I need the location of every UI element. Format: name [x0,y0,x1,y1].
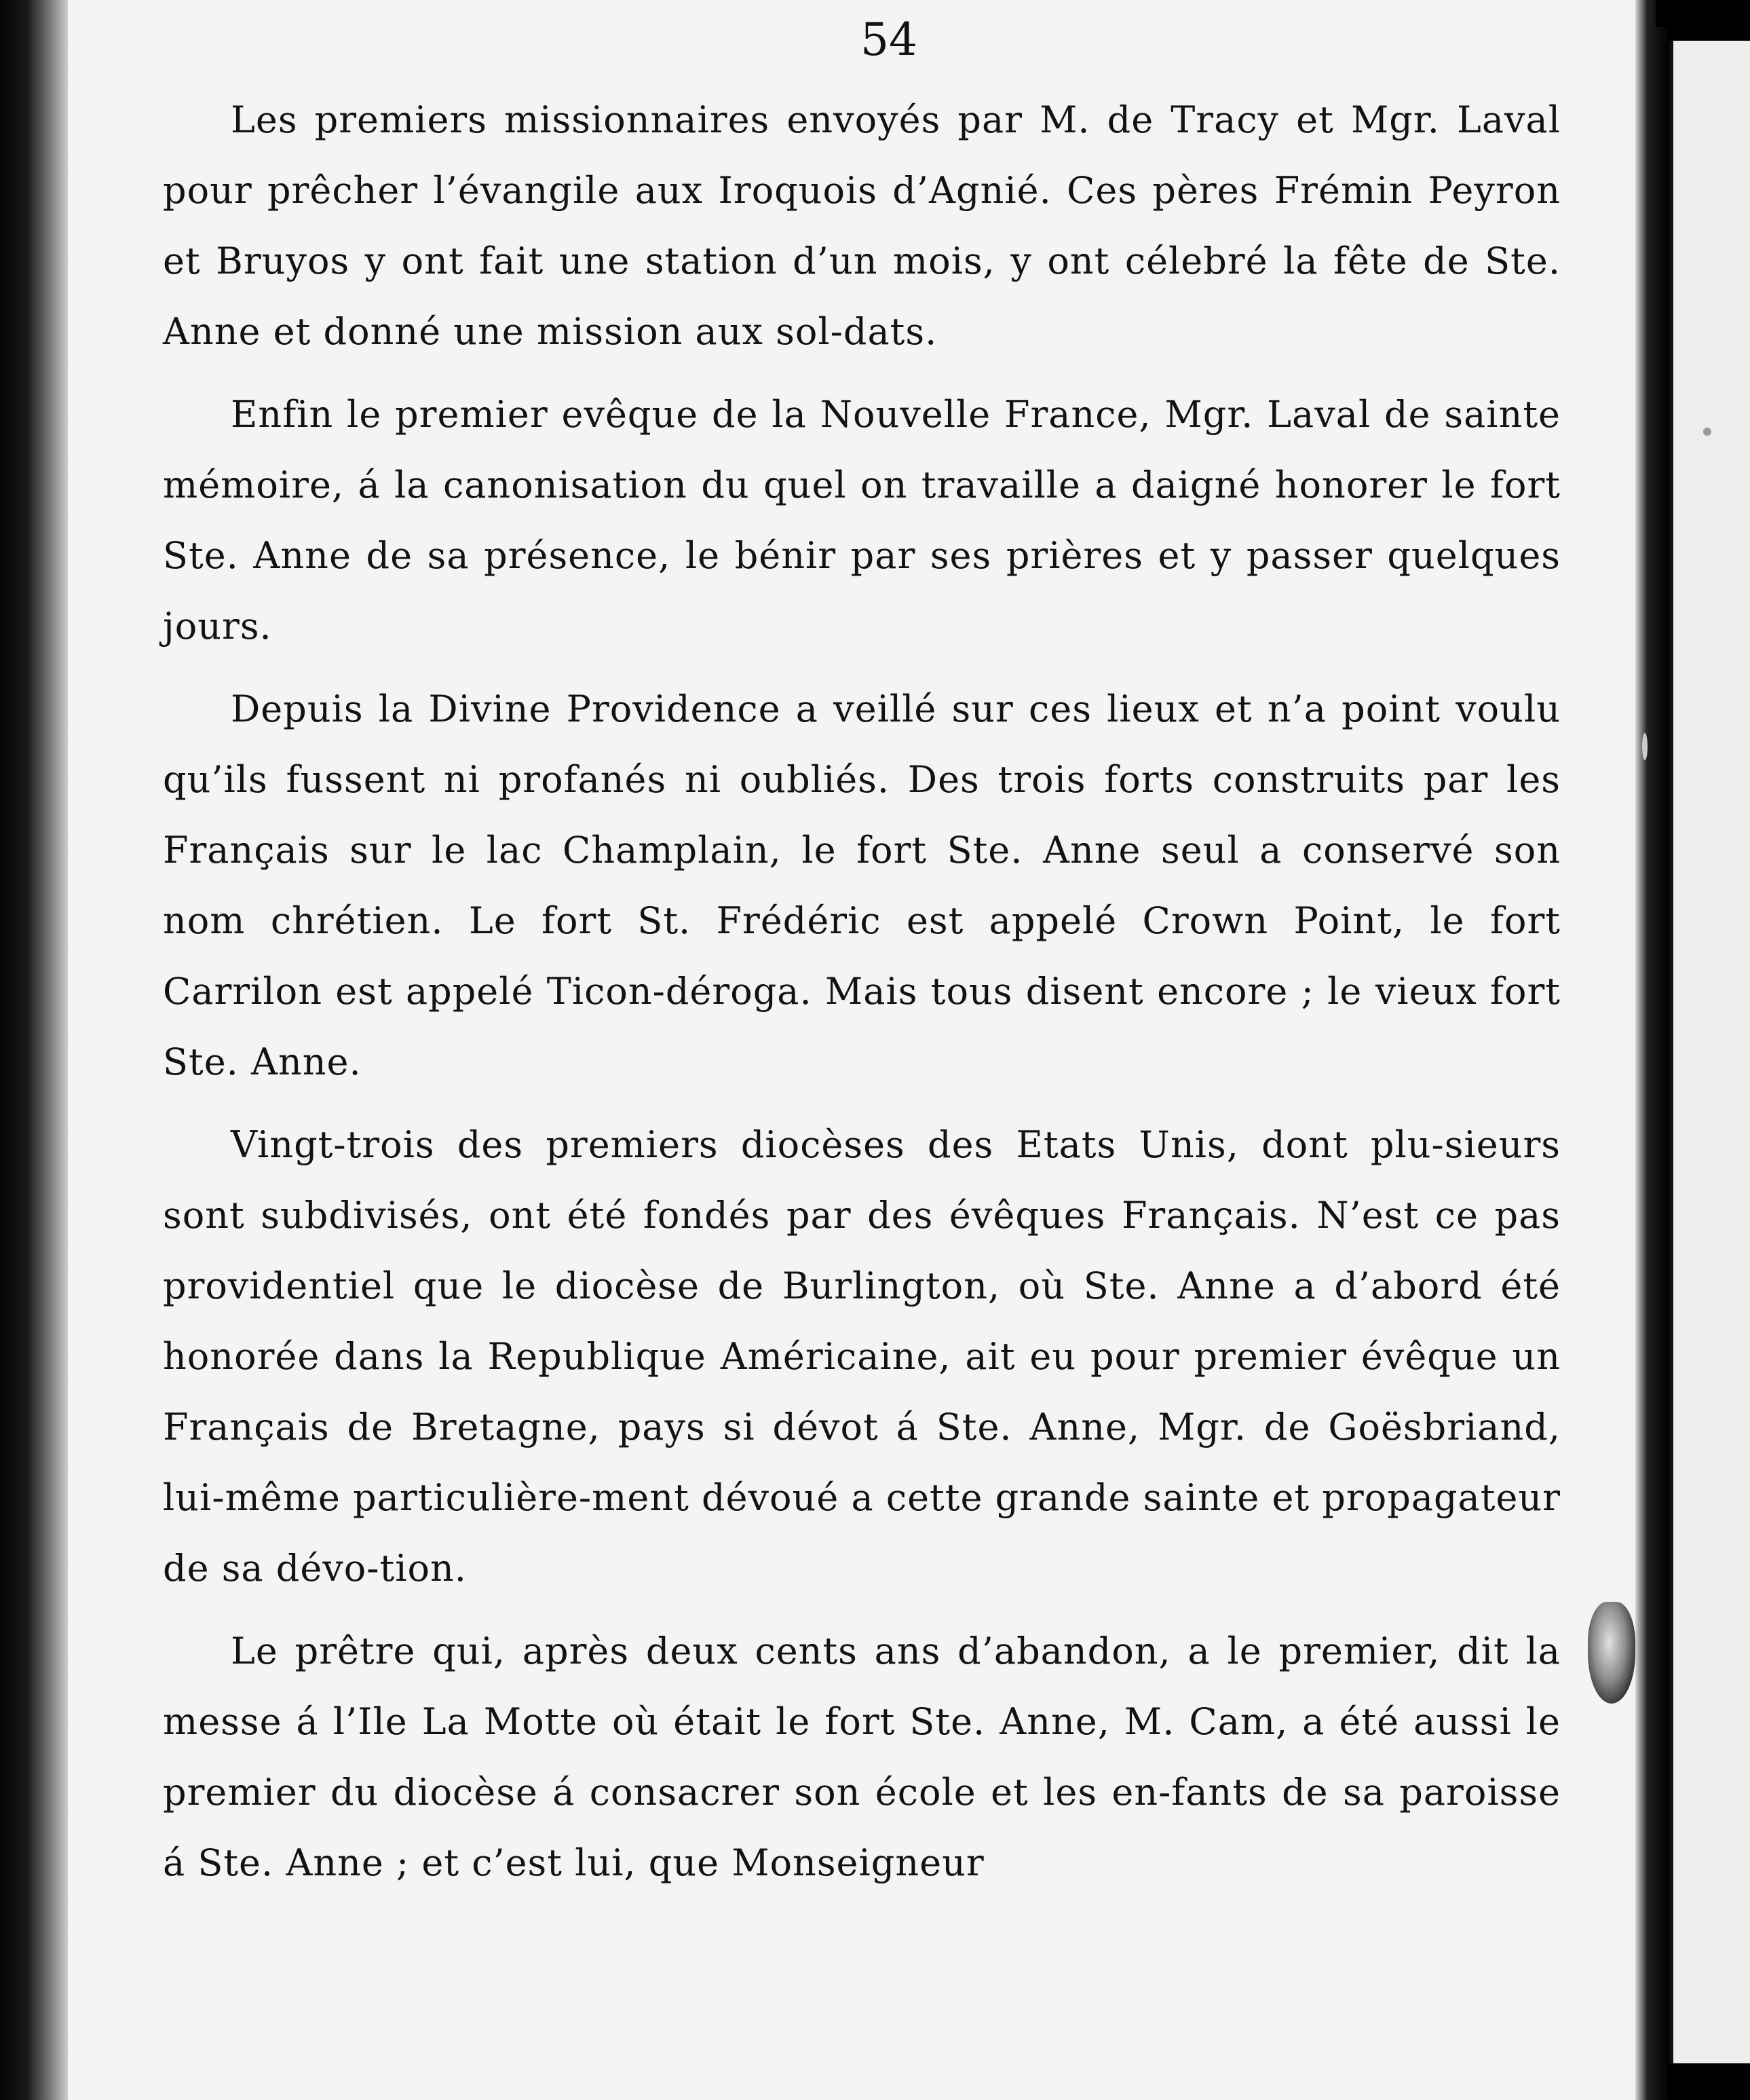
left-binding-edge [0,0,75,2100]
next-page-edge [1669,41,1750,2063]
scan-border [1656,0,1750,27]
paragraph: Le prêtre qui, après deux cents ans d’abandon, a le premier, dit la messe á l’Ile La Motte où était le fort Ste. Anne, M. Cam, a été aussi le premier du diocèse á consacrer son école et les en-fants de sa paroisse á Ste. Anne ; et c’est lui, que Monseigneur [163,1630,1561,1884]
page-number: 54 [860,14,917,66]
paragraph: Enfin le premier evêque de la Nouvelle France, Mgr. Laval de sainte mémoire, á la canonisation du quel on travaille a daigné honorer le fort Ste. Anne de sa présence, le bénir par ses prières et y passer quelques jours. [163,393,1561,648]
paragraph: Les premiers missionnaires envoyés par M. de Tracy et Mgr. Laval pour prêcher l’évangile aux Iroquois d’Agnié. Ces pères Frémin Peyron et Bruyos y ont fait une station d’un mois, y ont célebré la fête de Ste. Anne et donné une mission aux sol-dats. [163,98,1561,353]
paper-tear [1642,733,1648,760]
paragraph: Depuis la Divine Providence a veillé sur ces lieux et n’a point voulu qu’ils fussent ni profanés ni oubliés. Des trois forts construits par les Français sur le lac Champlain, le fort Ste. Anne seul a conservé son nom chrétien. Le fort St. Frédéric est appelé Crown Point, le fort Carrilon est appelé Ticon-déroga. Mais tous disent encore ; le vieux fort Ste. Anne. [163,688,1561,1083]
page-gutter [1635,0,1669,2100]
paragraph: Vingt-trois des premiers diocèses des Etats Unis, dont plu-sieurs sont subdivisés, ont été fondés par des évêques Français. N’est ce pas providentiel que le diocèse de Burlington, où Ste. Anne a d’abord été honorée dans la Republique Américaine, ait eu pour premier évêque un Français de Bretagne, pays si dévot á Ste. Anne, Mgr. de Goësbriand, lui-même particulière-ment dévoué a cette grande sainte et propagateur de sa dévo-tion. [163,1123,1561,1590]
page-body [163,85,1561,1911]
dust-speck [1703,428,1711,436]
binding-clasp [1588,1602,1635,1704]
